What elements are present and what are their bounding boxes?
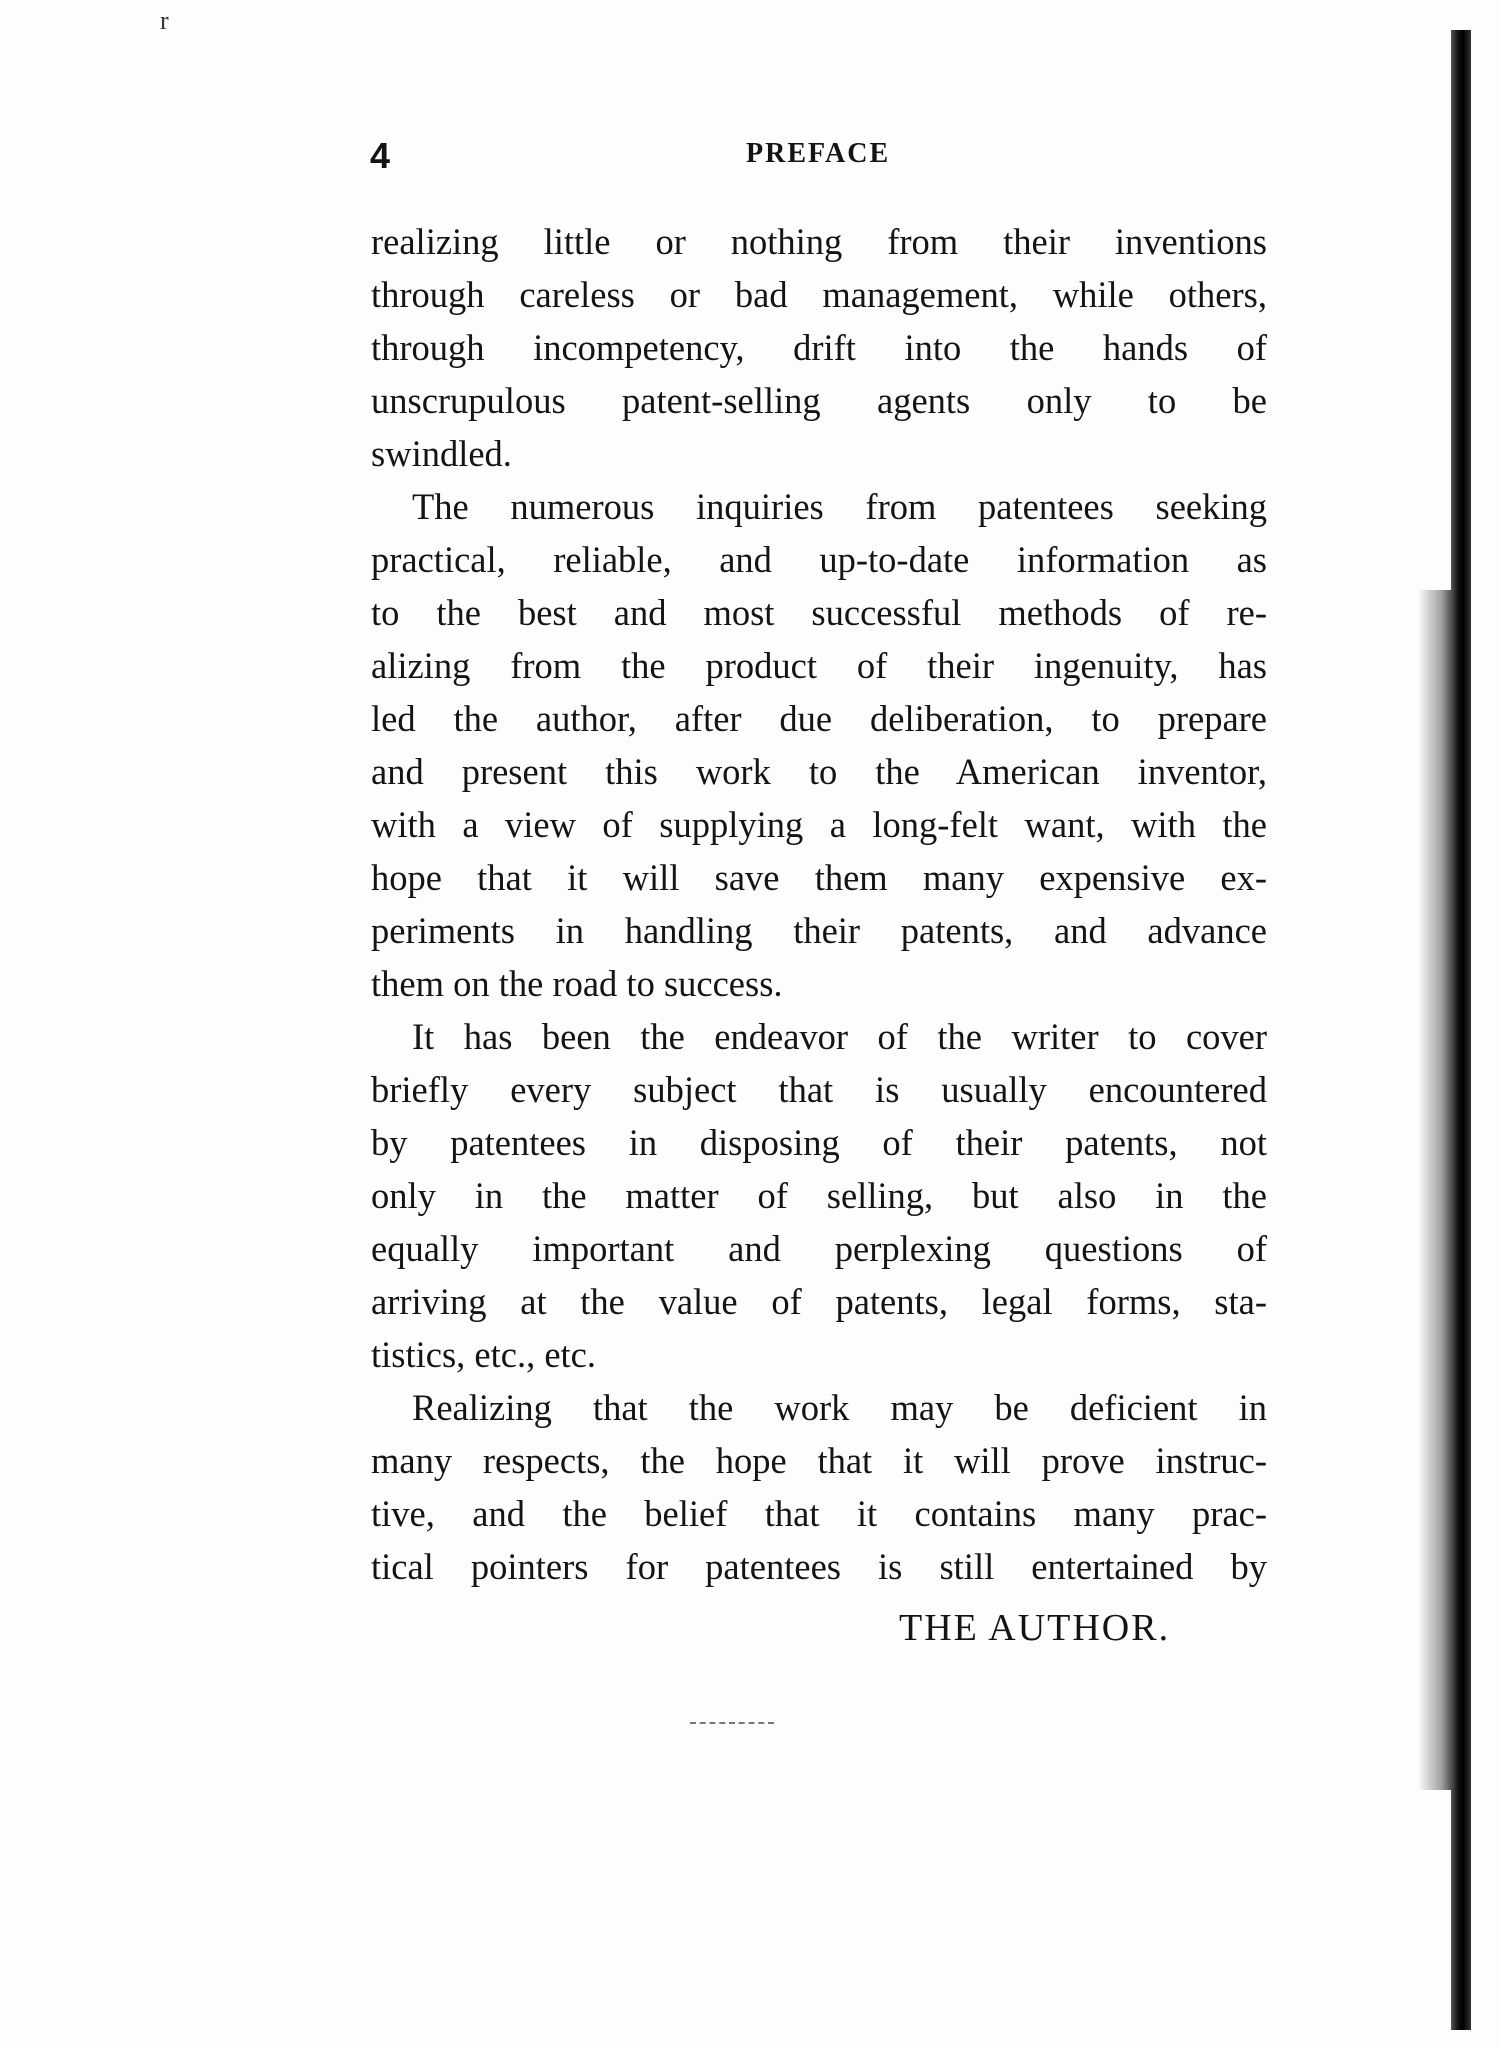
text-line: periments in handling their patents, and advance [371,910,1267,951]
page-number: 4 [370,135,391,176]
text-line: Realizing that the work may be deficient in [412,1387,1267,1428]
text-line: alizing from the product of their ingenuity, has [371,645,1267,686]
text-line: unscrupulous patent-selling agents only to be [371,380,1267,421]
binding-shadow [1418,590,1452,1790]
text-line: arriving at the value of patents, legal forms, sta- [371,1281,1267,1322]
text-line: through careless or bad management, while others, [371,274,1267,315]
signature: THE AUTHOR. [899,1607,1171,1649]
text-line: realizing little or nothing from their inventions [371,221,1267,262]
text-line: with a view of supplying a long-felt want, with the [371,804,1267,845]
text-line: The numerous inquiries from patentees seeking [412,486,1267,527]
text-line: through incompetency, drift into the hands of [371,327,1267,368]
text-line: practical, reliable, and up-to-date information as [371,539,1267,580]
binding-edge [1451,30,1471,2030]
text-line: equally important and perplexing questions of [371,1228,1267,1269]
text-line: briefly every subject that is usually encountered [371,1069,1267,1110]
text-line: It has been the endeavor of the writer to cover [412,1016,1267,1057]
text-line: hope that it will save them many expensive ex- [371,857,1267,898]
text-line: them on the road to success. [371,963,783,1004]
text-line: and present this work to the American inventor, [371,751,1267,792]
text-line: to the best and most successful methods of re- [371,592,1267,633]
text-line: tive, and the belief that it contains many prac- [371,1493,1267,1534]
running-head: PREFACE [746,138,891,169]
text-line: swindled. [371,433,512,474]
dash-mark [690,1722,774,1724]
text-line: tical pointers for patentees is still entertained by [371,1546,1267,1587]
text-line: tistics, etc., etc. [371,1334,597,1375]
text-line: by patentees in disposing of their patents, not [371,1122,1267,1163]
text-line: many respects, the hope that it will prove instruc- [371,1440,1267,1481]
text-line: only in the matter of selling, but also in the [371,1175,1267,1216]
stray-mark: r [160,6,169,35]
text-line: led the author, after due deliberation, to prepare [371,698,1267,739]
